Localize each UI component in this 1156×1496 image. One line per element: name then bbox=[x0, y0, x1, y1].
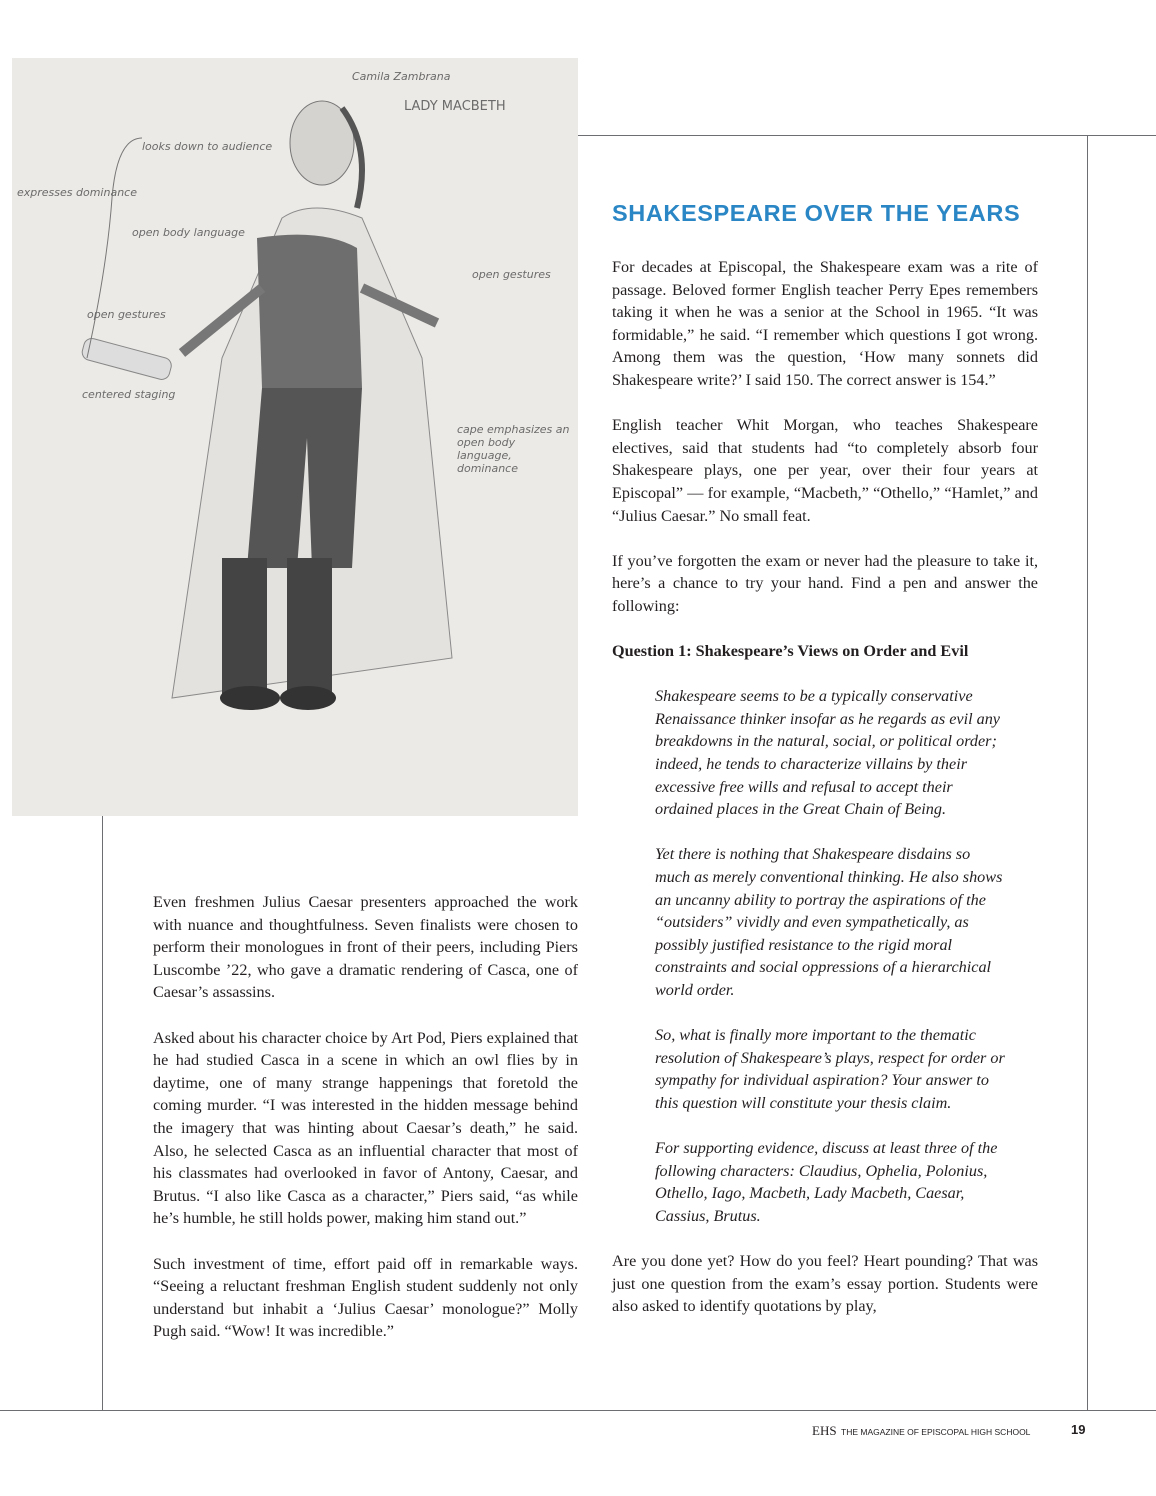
exam-quote: For supporting evidence, discuss at least three of the following characters: Claudius, Ophelia, Polonius, Othello, Iago, Macbeth, Lady Macbeth, Caesar, Cassius, Brutus. bbox=[655, 1139, 998, 1225]
sketch-annotation: open gestures bbox=[87, 308, 166, 321]
article-heading: SHAKESPEARE OVER THE YEARS bbox=[612, 200, 1021, 226]
bottom-rule bbox=[0, 1410, 1156, 1411]
lady-macbeth-sketch bbox=[12, 58, 578, 816]
right-vertical-rule bbox=[1087, 135, 1088, 1411]
left-column bbox=[153, 891, 578, 1365]
body-paragraph: Even freshmen Julius Caesar presenters approached the work with nuance and thoughtfulness. Seven finalists were chosen to perform their monologues in front of their peers, including Piers Luscombe ’22, who gave a dramatic rendering of Casca, one of Caesar’s assassins. bbox=[153, 893, 578, 1002]
body-paragraph: Asked about his character choice by Art Pod, Piers explained that he had studied Casca in a scene in which an owl flies by in daytime, one of many strange happenings that foretold the coming murder. “I was interested in the hidden message behind the imagery that was hinting about Caesar’s death,” he said. Also, he selected Casca as an influential character that most of his classmates had overlooked in favor of Antony, Caesar, and Brutus. “I also like Casca as a character,” Piers said, “as while he’s humble, he still holds power, making him stand out.” bbox=[153, 1028, 578, 1228]
sketch-drawing bbox=[12, 58, 578, 816]
sketch-annotation: open body language bbox=[132, 226, 245, 239]
sketch-annotation: open gestures bbox=[472, 268, 551, 281]
sketch-role-label: LADY MACBETH bbox=[404, 99, 506, 114]
body-paragraph: For decades at Episcopal, the Shakespeare exam was a rite of passage. Beloved former English teacher Perry Epes remembers taking it when he was a senior at the School in 1965. “It was formidable,” he said. “I remember which questions I got wrong. Among them was the question, ‘How many sonnets did Shakespeare write?’ I said 150. The correct answer is 154.” bbox=[612, 258, 1038, 389]
right-column bbox=[612, 256, 1038, 1341]
footer-magazine-name: THE MAGAZINE OF EPISCOPAL HIGH SCHOOL bbox=[841, 1427, 1031, 1437]
exam-quote: So, what is finally more important to the thematic resolution of Shakespeare’s plays, respect for order or sympathy for individual aspiration? Your answer to this question will constitute your thesis claim. bbox=[655, 1026, 1005, 1112]
exam-quote: Shakespeare seems to be a typically conservative Renaissance thinker insofar as he regards as evil any breakdowns in the natural, social, or political order; indeed, he tends to characterize villains by their excessive free wills and refusal to accept their ordained places in the Great Chain of Being. bbox=[655, 687, 1000, 819]
footer bbox=[812, 1422, 1030, 1440]
sketch-annotation: centered staging bbox=[82, 388, 176, 401]
body-paragraph: If you’ve forgotten the exam or never had the pleasure to take it, here’s a chance to try your hand. Find a pen and answer the following: bbox=[612, 551, 1038, 615]
footer-masthead: EHS bbox=[812, 1423, 837, 1438]
question-heading: Question 1: Shakespeare’s Views on Order and Evil bbox=[612, 642, 969, 661]
exam-quote: Yet there is nothing that Shakespeare disdains so much as merely conventional thinking. He also shows an uncanny ability to portray the aspirations of the “outsiders” vividly and even sympathetically, as possibly justified resistance to the rigid moral constraints and social oppressions of a hierarchical world order. bbox=[655, 845, 1003, 999]
sketch-annotation: looks down to audience bbox=[142, 140, 273, 153]
top-rule bbox=[578, 135, 1156, 136]
left-vertical-rule bbox=[102, 816, 103, 1411]
body-paragraph: English teacher Whit Morgan, who teaches Shakespeare electives, said that students had “to completely absorb four Shakespeare plays, one per year, over their four years at Episcopal” — for example, “Macbeth,” “Othello,” “Hamlet,” and “Julius Caesar.” No small feat. bbox=[612, 416, 1038, 525]
body-paragraph: Such investment of time, effort paid off in remarkable ways. “Seeing a reluctant freshman English student suddenly not only understand but inhabit a ‘Julius Caesar’ monologue?” Molly Pugh said. “Wow! It was incredible.” bbox=[153, 1254, 578, 1341]
body-paragraph: Are you done yet? How do you feel? Heart pounding? That was just one question from the exam’s essay portion. Students were also asked to identify quotations by play, bbox=[612, 1252, 1038, 1316]
page-number: 19 bbox=[1071, 1422, 1086, 1437]
sketch-name-label: Camila Zambrana bbox=[352, 70, 451, 83]
sketch-annotation: cape emphasizes an open body language, dominance bbox=[457, 423, 570, 475]
sketch-annotation: expresses dominance bbox=[17, 186, 137, 199]
